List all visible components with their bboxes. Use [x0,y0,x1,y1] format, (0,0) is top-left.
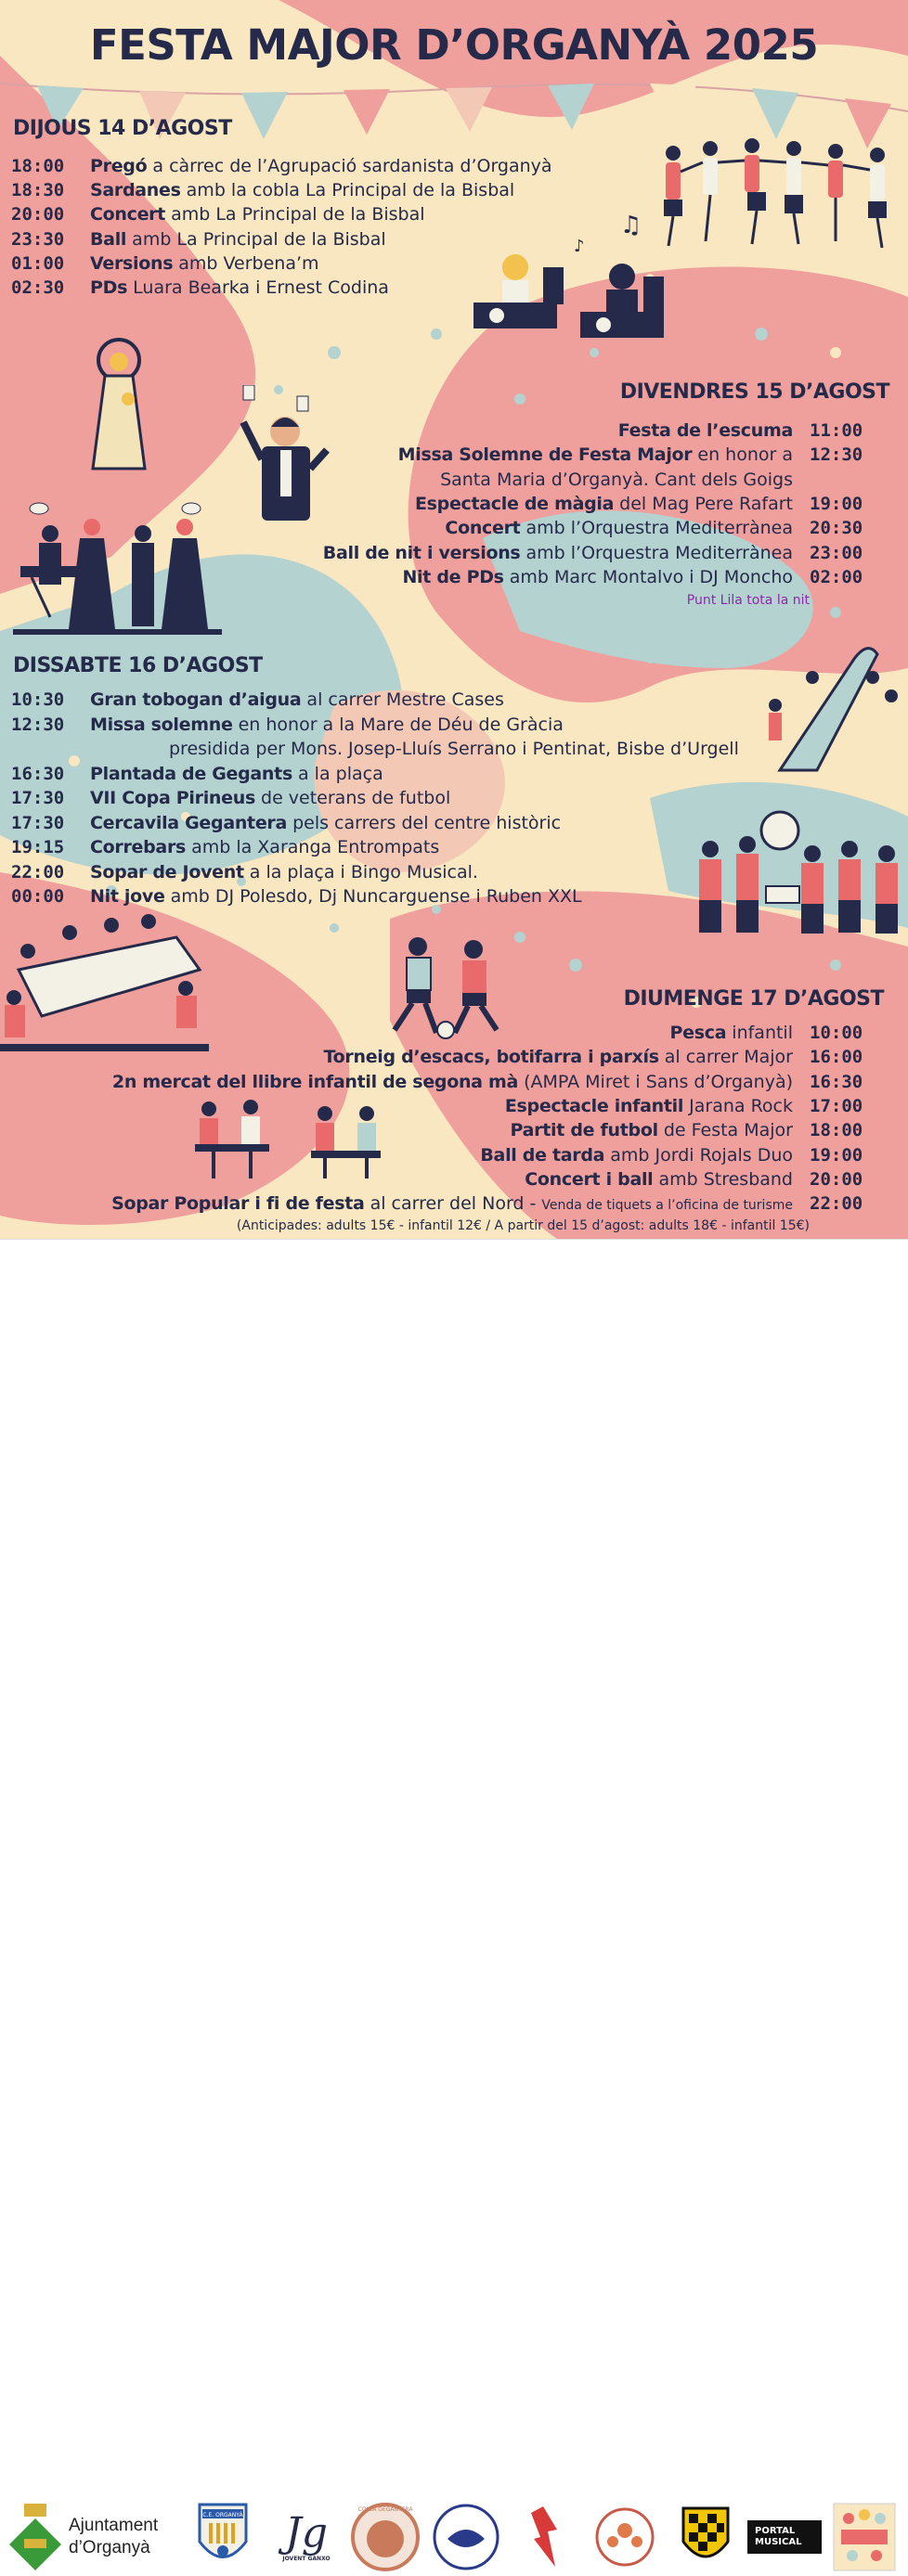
schedule-row [415,492,891,516]
jovent-ganxo-label: JOVENT GANXO [282,2556,331,2562]
event-detail: a la plaça [292,763,383,784]
event-name: Missa Solemne de Festa Major [397,444,693,466]
event-name: Cercavila Gegantera [90,812,288,833]
event-detail: a la plaça i Bingo Musical. [243,861,478,882]
schedule-row [11,276,389,300]
event-name: Plantada de Gegants [90,763,292,784]
event-name: Correbars [90,837,187,857]
football-club-crest-icon [195,2500,251,2574]
event-time: 23:30 [11,228,65,250]
football-players-illustration [381,933,511,1044]
colla-gegantera-label: COLLA GEGANTERA [357,2505,413,2513]
event-detail: amb La Principal de la Bisbal [126,228,386,250]
colla-gegantera-badge-icon [350,2502,421,2572]
event-time: 11:00 [810,420,863,441]
portal-musical-label: PORTAL MUSICAL [747,2520,822,2554]
event-time: 12:30 [11,714,65,735]
kids-illustration-icon [832,2502,897,2572]
event-name: Espectacle infantil [504,1095,684,1116]
djs-illustration [469,249,673,341]
schedule-row [445,516,891,540]
music-note-icon: ♫ [620,212,642,239]
event-time: 16:30 [11,763,65,784]
event-time: 02:00 [810,566,863,587]
event-name: Versions [90,252,174,274]
event-time: 12:30 [810,444,863,466]
ce-organya-logo [190,2497,255,2576]
event-name: Concert [445,518,521,539]
schedule-row [11,786,450,810]
event-detail: infantil [726,1023,793,1043]
event-detail: amb l’Orquestra Mediterrànea [520,518,793,539]
event-name: Nit jove [90,886,165,907]
event-time: 22:00 [11,861,65,882]
event-detail: Santa Maria d’Organyà. Cant dels Goigs [440,469,793,490]
event-detail: amb Marc Montalvo i DJ Moncho [503,566,793,587]
event-time: 16:00 [810,1047,863,1068]
schedule-row [323,541,891,565]
schedule-row [618,419,891,443]
ticket-prices-note: (Anticipades: adults 15€ - infantil 12€ / A partir del 15 d’agost: adults 18€ - infantil 15€) [236,1218,810,1233]
water-slide-illustration [761,640,905,779]
event-name: Sardanes [90,180,181,201]
jg-monogram: Jg [285,2509,328,2557]
event-time: 22:00 [810,1193,863,1215]
town-crest-icon [7,2500,63,2574]
jovent-ganxo-logo [274,2497,339,2576]
event-name: Espectacle de màgia [414,493,615,514]
schedule-row [11,762,383,786]
board-games-illustration [186,1100,390,1183]
schedule-row [511,1118,891,1142]
schedule-row [11,202,425,226]
kids-poster-logo [829,2497,899,2576]
event-time: 23:00 [810,542,863,563]
event-detail: de veterans de futbol [254,788,451,808]
schedule-row [398,443,891,467]
event-detail: al carrer del Nord - [364,1193,542,1215]
schedule-row [324,1045,891,1069]
event-detail: de Festa Major [657,1120,793,1141]
colla-gegantera-logo [348,2497,422,2576]
event-name: Missa solemne [90,714,233,735]
sardana-dancers-illustration [655,135,905,255]
event-detail: amb La Principal de la Bisbal [165,204,425,225]
event-name: Sopar de Jovent [90,861,244,882]
schedule-row [11,251,319,276]
event-time: 18:00 [11,156,65,176]
orchestra-illustration [13,501,222,636]
schedule-row [112,1070,891,1094]
family-association-logo [590,2497,659,2576]
poster-title: FESTA MAJOR D’ORGANYÀ 2025 [89,20,819,70]
event-name: Pregó [90,156,148,176]
red-emblem-logo [515,2497,571,2576]
event-name: Ball de nit i versions [322,542,521,563]
event-time: 20:00 [810,1168,863,1190]
event-detail: amb l’Orquestra Mediterrànea [520,542,793,563]
event-detail: amb Stresband [653,1168,793,1190]
event-name: Nit de PDs [402,566,504,587]
event-detail: a càrrec de l’Agrupació sardanista d’Organyà [147,156,552,176]
schedule-row [11,713,564,737]
event-name: Ball [90,228,127,250]
event-detail: al carrer Mestre Cases [301,689,504,710]
event-name: Torneig d’escacs, botifarra i parxís [323,1047,659,1068]
event-time: 01:00 [11,252,65,274]
event-time: 10:30 [11,689,65,710]
event-detail: Luara Bearka i Ernest Codina [127,277,389,298]
schedule-row [670,1021,891,1045]
schedule-row [11,884,582,908]
event-time: 18:00 [810,1120,863,1141]
event-detail: del Mag Pere Rafart [614,493,793,514]
event-name: Sopar Popular i fi de festa [111,1193,365,1215]
schedule-row [11,811,561,835]
schedule-row [525,1167,891,1191]
event-time: 18:30 [11,180,65,201]
schedule-row [11,178,514,202]
day-heading-sunday: DIUMENGE 17 D’AGOST [623,987,884,1011]
event-detail: Jarana Rock [683,1095,793,1116]
checkered-shield-logo [673,2497,738,2576]
fishing-society-badge-icon [431,2502,501,2572]
event-time: 16:30 [810,1071,863,1092]
music-note-icon-small: ♪ [574,237,585,256]
punt-lila-note: Punt Lila tota la nit [686,593,810,608]
dinner-table-illustration [0,914,209,1063]
event-time: 19:00 [810,493,863,514]
schedule-row [11,688,504,712]
event-small-note: Venda de tiquets a l’oficina de turisme [541,1198,793,1214]
event-name: Pesca [669,1023,727,1043]
schedule-row [505,1094,891,1118]
schedule-row [90,737,739,761]
poster [0,0,908,1239]
sponsors-footer [0,1239,908,2562]
portal-musical-logo [747,2497,822,2576]
event-time: 02:30 [11,277,65,298]
schedule-row [11,154,552,178]
magician-illustration [234,385,336,524]
schedule-row [480,1143,891,1167]
schedule-row [11,227,386,251]
societat-pescadors-logo [429,2497,503,2576]
event-time: 10:00 [810,1023,863,1043]
event-detail: (AMPA Miret i Sans d’Organyà) [518,1071,793,1092]
event-detail: pels carrers del centre històric [287,812,562,833]
event-name: Festa de l’escuma [617,420,793,441]
schedule-row [11,860,478,884]
event-name: PDs [90,277,128,298]
event-time: 19:15 [11,837,65,857]
town-name-line2: d’Organyà [69,2537,150,2557]
brass-band-illustration [692,807,905,937]
event-time: 20:00 [11,204,65,225]
event-time: 17:30 [11,812,65,833]
schedule-row [11,835,439,859]
schedule-row [440,468,891,492]
event-name: Ball de tarda [480,1144,605,1166]
event-detail: en honor a la Mare de Déu de Gràcia [232,714,564,735]
event-detail: al carrer Major [658,1047,793,1068]
event-detail: amb la Xaranga Entrompats [186,837,440,857]
event-time: 17:00 [810,1095,863,1116]
ce-organya-label: C.E. ORGANYÀ [202,2511,243,2518]
event-name: Concert i ball [525,1168,654,1190]
virgin-statue-illustration [82,334,156,473]
family-circle-icon [592,2505,657,2570]
event-detail: amb DJ Polesdo, Dj Nuncarguense i Ruben XXL [164,886,582,907]
event-name: 2n mercat del llibre infantil de segona mà [111,1071,519,1092]
day-heading-friday: DIVENDRES 15 D’AGOST [619,380,889,404]
event-detail: amb Jordi Rojals Duo [604,1144,793,1166]
event-detail: amb la cobla La Principal de la Bisbal [180,180,515,201]
event-time: 20:30 [810,518,863,539]
event-time: 00:00 [11,886,65,907]
day-heading-thursday: DIJOUS 14 D’AGOST [13,117,232,140]
event-time: 17:30 [11,788,65,808]
town-name-line1: Ajuntament [69,2515,159,2535]
checkered-shield-icon [680,2505,732,2570]
event-name: Concert [90,204,166,225]
event-name: Gran tobogan d’aigua [90,689,302,710]
event-name: Partit de futbol [510,1120,658,1141]
event-detail: presidida per Mons. Josep-Lluís Serrano i Pentinat, Bisbe d’Urgell [169,739,739,759]
day-heading-saturday: DISSABTE 16 D’AGOST [13,654,263,677]
event-detail: en honor a [692,444,793,466]
event-time: 19:00 [810,1144,863,1166]
red-figure-icon [520,2502,566,2572]
ajuntament-logo [7,2497,161,2576]
schedule-row [402,565,891,589]
event-name: VII Copa Pirineus [90,788,255,808]
event-detail: amb Verbena’m [173,252,319,274]
